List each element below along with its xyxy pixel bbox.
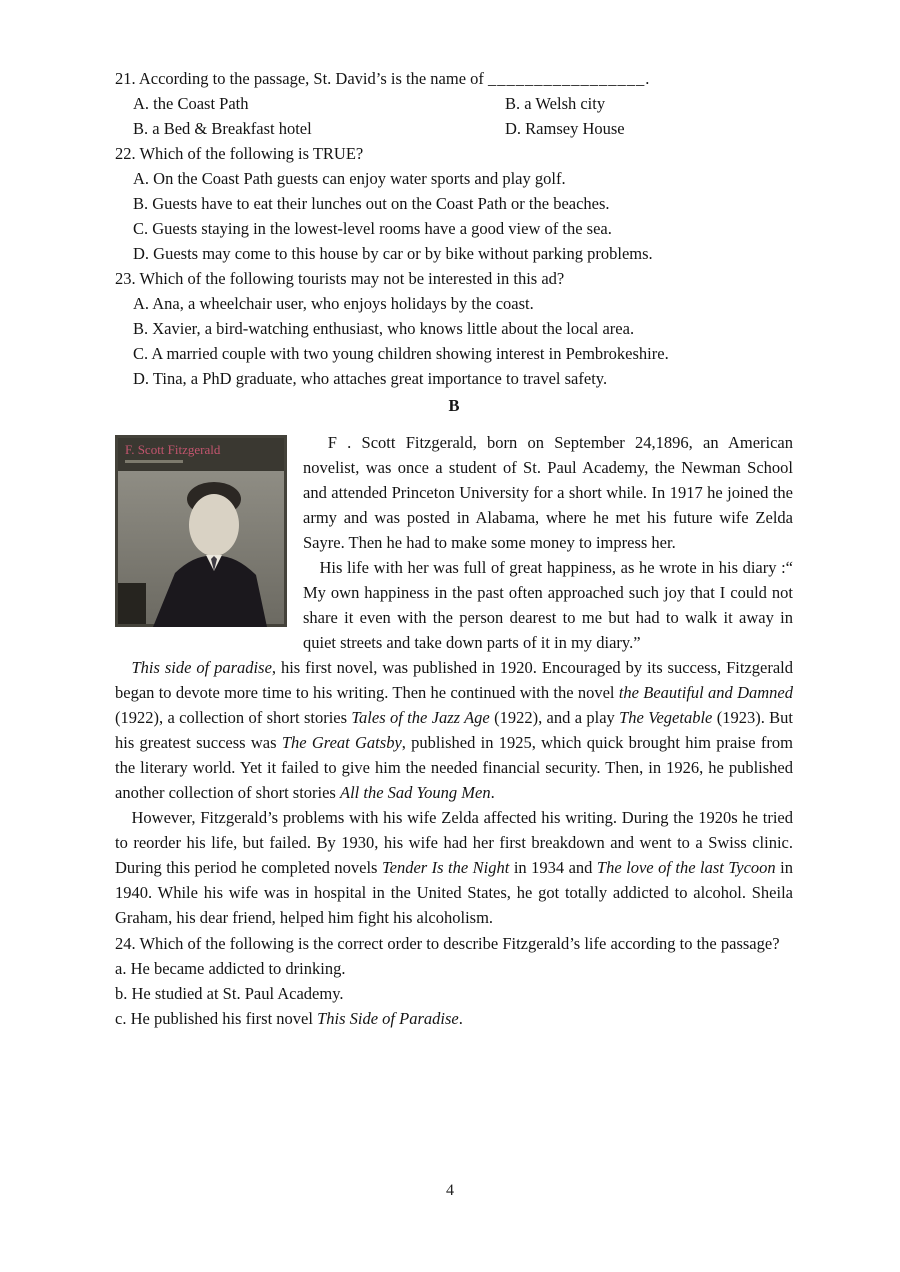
text-segment: (1922), a collection of short stories	[115, 708, 352, 727]
question-23	[115, 266, 793, 391]
option-item: D. Guests may come to this house by car or by bike without parking problems.	[133, 244, 653, 263]
text-segment: (1923). But his greatest success was	[115, 708, 793, 752]
italic-title-text: The Great Gatsby	[281, 733, 402, 752]
option-item: C. A married couple with two young children showing interest in Pembrokeshire.	[133, 344, 669, 363]
question-21-stem	[115, 66, 793, 91]
page-content	[115, 66, 793, 1031]
text-segment: c. He published his first novel	[115, 1009, 318, 1028]
book-title: F. Scott Fitzgerald	[125, 442, 221, 457]
italic-title-text: All the Sad Young Men	[339, 783, 491, 802]
option-item: C. Guests staying in the lowest-level rooms have a good view of the sea.	[133, 219, 612, 238]
reading-passage	[115, 430, 793, 930]
question-24-stem: 24. Which of the following is the correct order to describe Fitzgerald’s life according to the passage?	[115, 934, 780, 953]
italic-title-text: The love of the last Tycoon	[596, 858, 776, 877]
fitzgerald-book-cover-image	[115, 435, 287, 627]
text-segment: b. He studied at St. Paul Academy.	[115, 984, 344, 1003]
passage-paragraph-4	[115, 805, 793, 930]
sequence-item	[115, 956, 793, 981]
passage-paragraph-3	[115, 655, 793, 805]
question-21-text: 21. According to the passage, St. David’s is the name of	[115, 69, 484, 88]
sequence-item	[115, 1006, 793, 1031]
text-segment: a. He became addicted to drinking.	[115, 959, 346, 978]
option-item: B. a Welsh city	[505, 94, 606, 113]
question-24-items	[115, 956, 793, 1031]
text-segment: His life with her was full of great happiness, as he wrote in his diary :“ My own happiness in the past often approached such joy that I could not share it even with the person dearest to me but had to walk it away in quiet streets and take down parts of it in my diary.”	[303, 558, 793, 652]
book-subtitle-line	[125, 460, 183, 463]
text-segment: , published in 1925, which quick brought him praise from the literary world. Yet it failed to give him the needed financial security. Then, in 1926, he published another collection of short stories	[115, 733, 793, 802]
option-item: A. the Coast Path	[133, 94, 249, 113]
italic-title-text: Tales of the Jazz Age	[351, 708, 490, 727]
answer-blank: _________________	[488, 69, 646, 88]
text-segment: (1922), and a play	[489, 708, 620, 727]
option-item: D. Ramsey House	[505, 119, 625, 138]
question-21	[115, 66, 793, 141]
text-segment: in 1934 and	[509, 858, 597, 877]
text-segment: .	[490, 783, 495, 802]
italic-title-text: This side of paradise	[131, 658, 272, 677]
text-segment: F . Scott Fitzgerald, born on September 24,1896, an American novelist, was once a student of St. Paul Academy, the Newman School and attended Princeton University for a short while. In 1917 he joined the army and was posted in Alabama, where he met his future wife Zelda Sayre. Then he had to make some money to impress her.	[303, 433, 793, 552]
question-22-stem: 22. Which of the following is TRUE?	[115, 144, 364, 163]
question-22	[115, 141, 793, 266]
question-24	[115, 931, 793, 1031]
question-21-options	[115, 91, 793, 141]
option-item: A. On the Coast Path guests can enjoy water sports and play golf.	[133, 169, 566, 188]
portrait-foreground-object	[118, 583, 146, 624]
option-item: B. a Bed & Breakfast hotel	[133, 119, 312, 138]
question-22-options	[115, 166, 793, 266]
italic-title-text: This Side of Paradise	[317, 1009, 459, 1028]
text-segment: .	[458, 1009, 463, 1028]
italic-title-text: The Vegetable	[619, 708, 713, 727]
italic-title-text: the Beautiful and Damned	[618, 683, 793, 702]
question-21-tail: .	[645, 69, 650, 88]
option-item: A. Ana, a wheelchair user, who enjoys holidays by the coast.	[133, 294, 534, 313]
option-item: D. Tina, a PhD graduate, who attaches great importance to travel safety.	[133, 369, 608, 388]
question-23-options	[115, 291, 793, 391]
text-segment: However, Fitzgerald’s problems with his wife Zelda affected his writing. During the 1920s he tried to reorder his life, but failed. By 1930, his wife had her first breakdown and went to a Swiss clinic. During this period he completed novels	[115, 808, 793, 877]
portrait-face	[189, 494, 239, 556]
option-item: B. Xavier, a bird-watching enthusiast, who knows little about the local area.	[133, 319, 635, 338]
text-segment: in 1940. While his wife was in hospital in the United States, he got totally addicted to alcohol. Sheila Graham, his dear friend, helped him fight his alcoholism.	[115, 858, 793, 927]
italic-title-text: Tender Is the Night	[381, 858, 510, 877]
option-item: B. Guests have to eat their lunches out on the Coast Path or the beaches.	[133, 194, 610, 213]
section-label-b: B	[448, 396, 460, 415]
page-number: 4	[446, 1182, 454, 1199]
question-23-stem: 23. Which of the following tourists may not be interested in this ad?	[115, 269, 565, 288]
sequence-item	[115, 981, 793, 1006]
book-cover-graphic	[115, 435, 287, 627]
text-segment: , his first novel, was published in 1920. Encouraged by its success, Fitzgerald began to devote more time to his writing. Then he continued with the novel	[115, 658, 793, 702]
